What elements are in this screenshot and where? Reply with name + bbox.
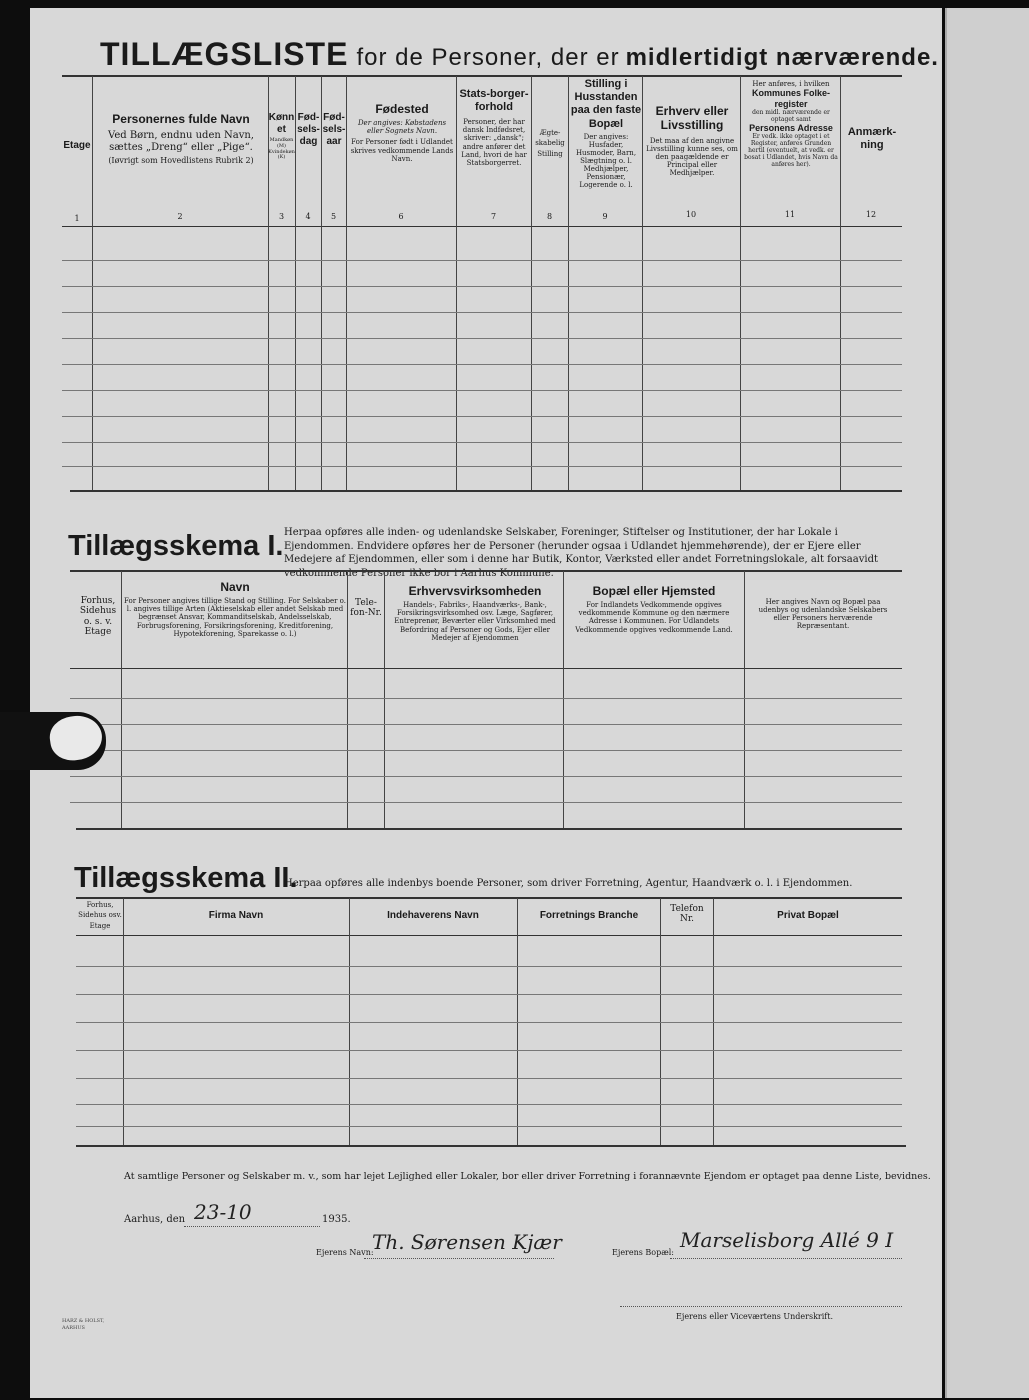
main-row-line [62,416,902,417]
col-number: 5 [330,212,337,221]
main-row-line [62,466,902,467]
owner-name-line [364,1258,554,1259]
main-row-line [62,338,902,339]
title-part2: for de Personer, der er [356,44,620,71]
skema1-header-bottom [70,668,902,669]
col-birthyear-header: Fød-sels-aar [322,112,346,147]
owner-name-signature: Th. Sørensen Kjær [372,1230,562,1254]
col-register-header: Her anføres, i hvilken Kommunes Folke-register den midl. nærværende er optaget samt Personens Adresse Er vedk. ikke optaget i et Register, anføres Grunden hertil (eventuelt, at vedk. er bosat i Udlandet, hvis Navn da anføres her). [744,80,838,168]
skema2-title: Tillægsskema II. [74,862,298,894]
main-col-divider [346,76,347,490]
col-marital-header: Ægte-skabelig Stilling [535,129,565,158]
main-table-header-bottom [62,226,902,227]
col-number: 8 [546,212,553,221]
skema2-indehaver-header: Indehaverens Navn [387,910,479,921]
col-etage-header: Etage [63,140,91,151]
col-number: 11 [784,210,796,219]
skema2-row-line [76,1078,902,1079]
col-number: 12 [865,210,877,219]
title-part3: midlertidigt nærværende. [625,44,939,71]
skema1-col-divider [744,571,745,828]
main-col-divider [568,76,569,490]
skema1-etage-header: Forhus, Sidehus o. s. v. Etage [79,596,117,638]
main-row-line [62,286,902,287]
skema1-telefon-header: Tele-fon-Nr. [350,598,382,619]
col-number: 1 [74,214,80,223]
main-row-line [62,442,902,443]
printer-imprint: HARZ & HOLST, AARHUS [62,1318,105,1331]
skema2-row-line [76,1022,902,1023]
col-birthplace-header: Fødested Der angives: Købstadens eller Sognets Navn. For Personer født i Udlandet skrives vedkommende Lands Navn. [350,102,454,163]
main-row-line [62,364,902,365]
main-col-divider [840,76,841,490]
skema1-bopael-header: Bopæl eller Hjemsted For Indlandets Vedkommende opgives vedkommende Kommune og den nærmere Adresse i Kommunen. For Udlandets Vedkommende opgives vedkommende Land. [575,584,733,634]
skema1-erhverv-header: Erhvervsvirksomheden Handels-, Fabriks-, Haandværks-, Bank-, Forsikringsvirksomhed osv. Læge, Sagfører, Entreprenør, Beværter eller Virksomhed med Befordring af Personer og Gods, Ejer eller Medejer af Ejendommen [394,584,556,642]
col-number: 3 [278,212,285,221]
skema1-bottom [76,828,902,830]
form-title [100,36,939,73]
col-gender-header: Kønnet Mandkøn (M) Kvindekøn (K) [268,112,295,161]
title-part1: TILLÆGSLISTE [100,36,349,72]
col-name-header: Personernes fulde Navn Ved Børn, endnu uden Navn, sættes „Dreng“ eller „Pige“. (Iøvrigt som Hovedlistens Rubrik 2) [108,112,254,166]
main-col-divider [92,76,93,490]
skema1-row-line [70,698,902,699]
skema2-bottom [76,1145,906,1147]
city-label: Aarhus, den [124,1214,186,1225]
date-handwritten: 23-10 [194,1200,252,1224]
signature-line [620,1306,902,1307]
skema2-row-line [76,994,902,995]
skema1-col-divider [563,571,564,828]
col-birthday-header: Fød-sels-dag [297,112,320,147]
main-row-line [62,260,902,261]
main-table-bottom [70,490,902,492]
skema2-description: Herpaa opføres alle indenbys boende Personer, som driver Forretning, Agentur, Haandværk o. l. i Ejendommen. [284,878,853,889]
main-col-divider [642,76,643,490]
main-col-divider [740,76,741,490]
col-number: 9 [602,212,608,221]
col-occupation-header: Erhverv eller Livsstilling Det maa af den angivne Livsstilling kunne ses, om den paagældende er Principal eller Medhjælper. [646,104,738,177]
skema2-telefon-header: Telefon Nr. [670,904,704,925]
skema2-row-line [76,1104,902,1105]
skema1-col-divider [121,571,122,828]
skema1-navn-header: Navn For Personer angives tillige Stand og Stilling. For Selskaber o. l. angives tillige Arten (Aktieselskab eller andet Selskab med begrænset Ansvar, Kommanditselskab, Andelsselskab, Forbrugsforening, Forsikringsforening, Kreditforening, Hypotekforening, Sparekasse o. l.) [124,580,346,638]
col-citizenship-header: Stats-borger-forhold Personer, der har dansk Indfødsret, skriver: „dansk“; andre anfører det Land, hvori de har Statsborgerret. [459,88,529,167]
skema1-title: Tillægsskema I. [68,530,284,562]
col-number: 10 [685,210,697,219]
skema1-repr-header: Her angives Navn og Bopæl paa udenbys og udenlandske Selskabers eller Personers herværende Repræsentant. [758,598,888,631]
skema2-row-line [76,966,902,967]
year-label: 1935. [322,1214,351,1225]
signature-label: Ejerens eller Viceværtens Underskrift. [676,1312,834,1321]
col-number: 2 [177,212,183,221]
skema2-branche-header: Forretnings Branche [539,910,639,921]
facing-page-edge [945,8,1029,1398]
col-number: 7 [490,212,497,221]
main-row-line [62,312,902,313]
main-col-divider [456,76,457,490]
skema2-etage-header: Forhus, Sidehus osv. Etage [78,901,122,930]
skema2-header-bottom [76,935,902,936]
skema2-row-line [76,1126,902,1127]
skema1-top [70,570,902,572]
col-remark-header: Anmærk-ning [847,126,897,152]
skema1-row-line [70,724,902,725]
skema2-firma-header: Firma Navn [208,910,264,921]
skema2-row-line [76,1050,902,1051]
skema1-description: Herpaa opføres alle inden- og udenlandske Selskaber, Foreninger, Stiftelser og Institutioner, der har Lokale i Ejendommen. Endvidere opføres her de Personer (herunder ogsaa i Udlandet hjemmehørende), der er Ejere eller Medejere af Ejendommen, eller som i denne har Butik, Kontor, Værksted eller andet Forretningslokale, alt forsaavidt vedkommende Personer ikke bor i Aarhus Kommune. [284,527,878,579]
skema2-bopael-header: Privat Bopæl [777,910,839,921]
attestation-statement: At samtlige Personer og Selskaber m. v., som har lejet Lejlighed eller Lokaler, bor eller driver Forretning i forannævnte Ejendom er optaget paa denne Liste, bevidnes. [124,1171,931,1182]
main-row-line [62,390,902,391]
skema1-col-divider [384,571,385,828]
skema1-row-line [70,750,902,751]
date-line [184,1226,320,1227]
skema2-top [76,897,902,899]
owner-address-line [670,1258,902,1259]
owner-name-label: Ejerens Navn: [316,1248,374,1257]
col-household-header: Stilling i Husstanden paa den faste Bopæl Der angives: Husfader, Husmoder, Barn, Slægtning o. l. Medhjælper, Pensionær, Logerende o. l. [570,78,642,190]
main-table-top [62,75,902,77]
skema1-row-line [70,802,902,803]
owner-address-handwritten: Marselisborg Allé 9 I [680,1228,894,1252]
skema1-row-line [70,776,902,777]
col-number: 6 [398,212,404,221]
owner-address-label: Ejerens Bopæl: [612,1248,675,1257]
col-number: 4 [305,212,311,221]
